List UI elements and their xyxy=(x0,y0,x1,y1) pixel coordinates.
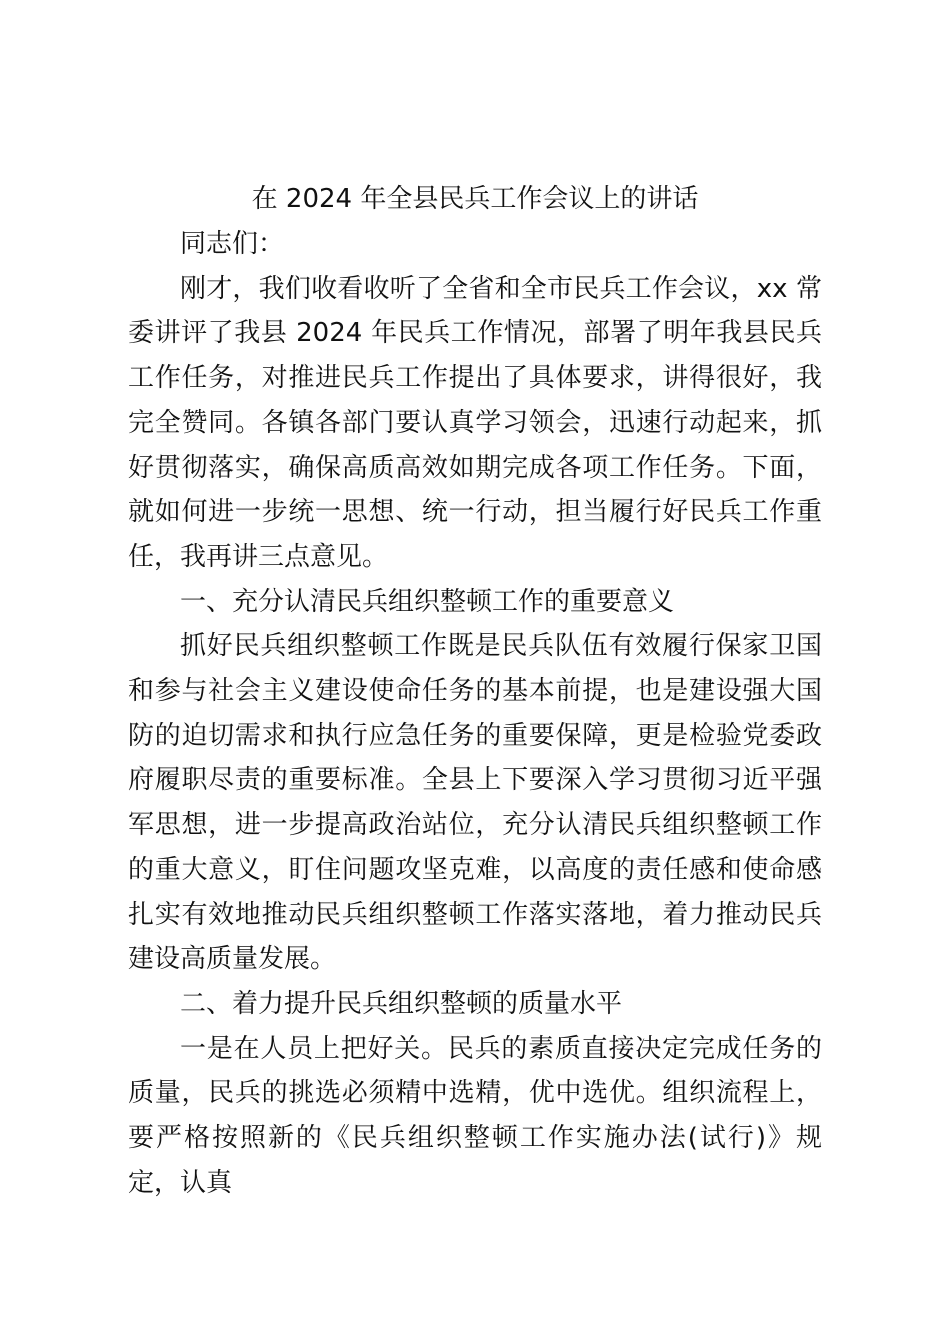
section-1-paragraph: 抓好民兵组织整顿工作既是民兵队伍有效履行保家卫国和参与社会主义建设使命任务的基本前提，也是建设强大国防的迫切需求和执行应急任务的重要保障，更是检验党委政府履职尽责的重要标准。全县上下要深入学习贯彻习近平强军思想，进一步提高政治站位，充分认清民兵组织整顿工作的重大意义，盯住问题攻坚克难，以高度的责任感和使命感扎实有效地推动民兵组织整顿工作落实落地，着力推动民兵建设高质量发展。 xyxy=(128,631,822,975)
document-title: 在 2024 年全县民兵工作会议上的讲话 xyxy=(251,184,699,214)
intro-paragraph: 刚才，我们收看收听了全省和全市民兵工作会议，xx 常委讲评了我县 2024 年民兵工作情况，部署了明年我县民兵工作任务，对推进民兵工作提出了具体要求，讲得很好，我完全赞同。各镇各部门要认真学习领会，迅速行动起来，抓好贯彻落实，确保高质高效如期完成各项工作任务。下面，就如何进一步统一思想、统一行动，担当履行好民兵工作重任，我再讲三点意见。 xyxy=(128,273,822,572)
document-body xyxy=(128,176,822,1205)
section-2-paragraph: 一是在人员上把好关。民兵的素质直接决定完成任务的质量，民兵的挑选必须精中选精，优中选优。组织流程上，要严格按照新的《民兵组织整顿工作实施办法(试行)》规定，认真 xyxy=(128,1033,822,1198)
section-1-heading: 一、充分认清民兵组织整顿工作的重要意义 xyxy=(180,586,675,617)
salutation: 同志们： xyxy=(180,229,285,259)
section-2-heading: 二、着力提升民兵组织整顿的质量水平 xyxy=(180,988,623,1019)
